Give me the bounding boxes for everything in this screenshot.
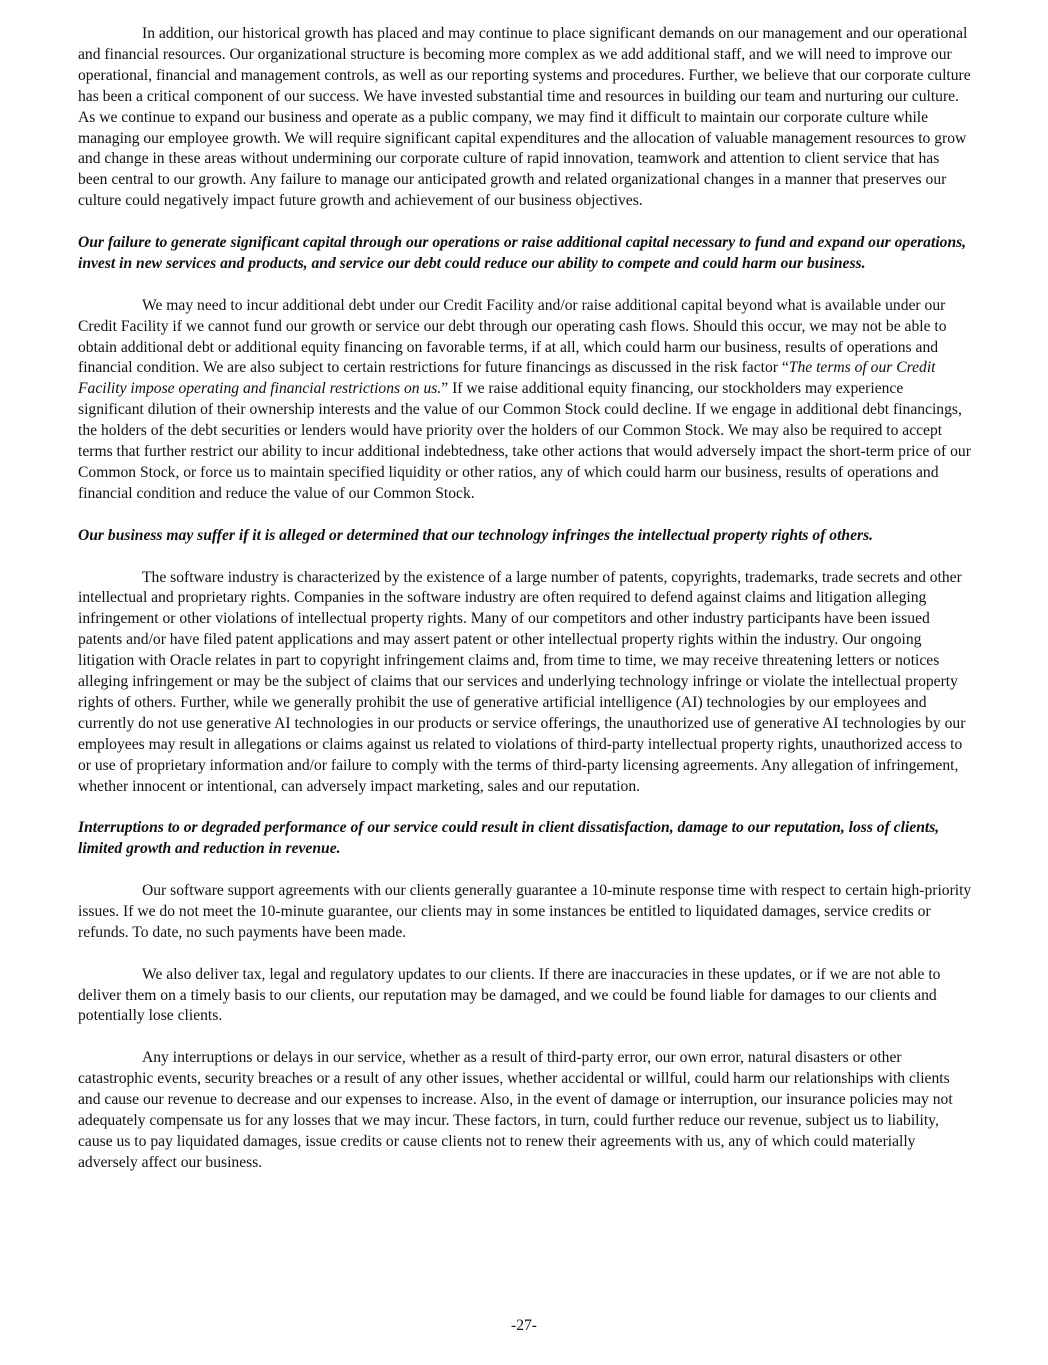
- paragraph-regulatory-updates: We also deliver tax, legal and regulatory updates to our clients. If there are inaccuracies in these updates, or if we are not able to deliver them on a timely basis to our clients, our reputation may be damaged, and we could be found liable for damages to our clients and potentially lose clients.: [78, 965, 941, 1025]
- paragraph-capital-financing-part-b: ” If we raise additional equity financing, our stockholders may experience significant dilution of their ownership interests and the value of our Common Stock could decline. If we engage in additional debt financings, the holders of the debt securities or lenders would have priority over the holders of our Common Stock. We may also be required to accept terms that further restrict our ability to incur additional indebtedness, take other actions that would adversely impact the short-term price of our Common Stock, or force us to maintain specified liquidity or other ratios, any of which could harm our business, results of operations and financial condition and reduce the value of our Common Stock.: [78, 380, 971, 502]
- paragraph-capital-financing-part-a: We may need to incur additional debt under our Credit Facility and/or raise additional capital beyond what is available under our Credit Facility if we cannot fund our growth or service our debt through our operating cash flows. Should this occur, we may not be able to obtain additional debt or additional equity financing on favorable terms, if at all, which could harm our business, results of operations and financial condition. We are also subject to certain restrictions for future financings as discussed in the risk factor “: [78, 296, 947, 377]
- paragraph-organizational-growth: In addition, our historical growth has placed and may continue to place significant demands on our management and our operational and financial resources. Our organizational structure is becoming more complex as we add additional staff, and we will need to improve our operational, financial and management controls, as well as our reporting systems and procedures. Further, we believe that our corporate culture has been a critical component of our success. We have invested substantial time and resources in building our team and nurturing our culture. As we continue to expand our business and operate as a public company, we may find it difficult to maintain our corporate culture while managing our employee growth. We will require significant capital expenditures and the allocation of valuable management resources to grow and change in these areas without undermining our corporate culture of rapid innovation, teamwork and attention to client service that has been central to our growth. Any failure to manage our anticipated growth and related organizational changes in a manner that preserves our culture could negatively impact future growth and achievement of our business objectives.: [78, 25, 971, 210]
- page-number: -27-: [511, 1317, 537, 1334]
- paragraph-service-interruptions: Any interruptions or delays in our service, whether as a result of third-party error, our own error, natural disasters or other catastrophic events, security breaches or a result of any other issues, whether accidental or willful, could harm our relationships with clients and cause our revenue to decrease and our expenses to increase. Also, in the event of damage or interruption, our insurance policies may not adequately compensate us for any losses that we may incur. These factors, in turn, could further reduce our revenue, subject us to liability, cause us to pay liquidated damages, issue credits or cause clients not to renew their agreements with us, any of which could materially adversely affect our business.: [78, 1049, 953, 1171]
- heading-ip-infringement-risk: Our business may suffer if it is alleged or determined that our technology infringes the intellectual property rights of others.: [78, 526, 874, 544]
- heading-service-interruption-risk: Interruptions to or degraded performance of our service could result in client dissatisfaction, damage to our reputation, loss of clients, limited growth and reduction in revenue.: [78, 819, 940, 858]
- paragraph-support-agreements: Our software support agreements with our clients generally guarantee a 10-minute response time with respect to certain high-priority issues. If we do not meet the 10-minute guarantee, our clients may in some instances be entitled to liquidated damages, service credits or refunds. To date, no such payments have been made.: [78, 882, 972, 941]
- document-page: [78, 24, 972, 1195]
- risk-factor-title-reference: The terms of our Credit Facility impose operating and financial restrictions on us.: [78, 359, 936, 398]
- heading-capital-risk: Our failure to generate significant capital through our operations or raise additional capital necessary to fund and expand our operations, invest in new services and products, and service our debt could reduce our ability to compete and could harm our business.: [78, 234, 967, 272]
- paragraph-ip-infringement: The software industry is characterized by the existence of a large number of patents, copyrights, trademarks, trade secrets and other intellectual and proprietary rights. Companies in the software industry are often required to defend against claims and litigation alleging infringement or other violations of intellectual property rights. Many of our competitors and other industry participants have been issued patents and/or have filed patent applications and may assert patent or other intellectual property rights within the industry. Our ongoing litigation with Oracle relates in part to copyright infringement claims and, from time to time, we may receive threatening letters or notices alleging infringement or may be the subject of claims that our services and underlying technology infringe or violate the intellectual property rights of others. Further, while we generally prohibit the use of generative artificial intelligence (AI) technologies by our employees and currently do not use generative AI technologies in our products or service offerings, the unauthorized use of generative AI technologies by our employees may result in allegations or claims against us related to violations of third-party intellectual property rights, unauthorized access to or use of proprietary information and/or failure to comply with the terms of third-party licensing agreements. Any allegation of infringement, whether innocent or intentional, can adversely impact marketing, sales and our reputation.: [78, 568, 966, 795]
- paragraph-capital-financing: [78, 296, 972, 505]
